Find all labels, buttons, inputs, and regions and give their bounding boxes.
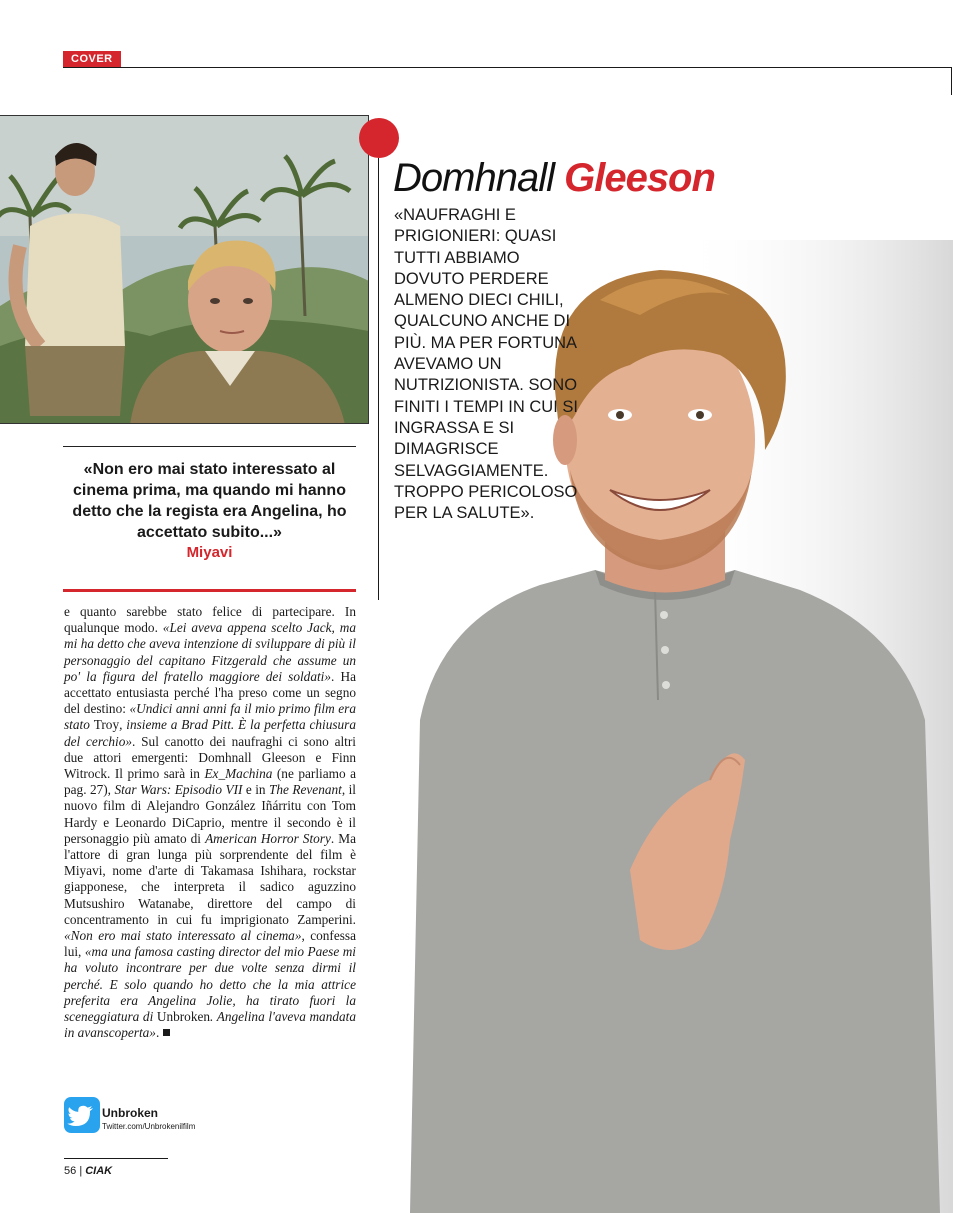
article-text-run: , il nuovo film di Alejandro González Iñárritu con Tom Hardy e Leonardo DiCaprio, mentre il secondo è il personaggio più amato di — [64, 782, 356, 846]
article-text-run: «Lei aveva appena scelto Jack, ma mi ha detto che aveva intenzione di sviluppare di più il personaggio del capitano Fitzgerald che assume un po' la figura del fratello maggiore dei soldati» — [64, 620, 356, 684]
article-text-run: American Horror Story — [205, 830, 331, 846]
sidebar-quote: «NAUFRAGHI E PRIGIONIERI: QUASI TUTTI ABBIAMO DOVUTO PERDERE ALMENO DIECI CHILI, QUALCUNO ANCHE DI PIÙ. MA PER FORTUNA AVEVAMO UN NUTRIZIONISTA. SONO FINITI I TEMPI IN CUI SI INGRASSA E SI DIMAGRISCE SELVAGGIAMENTE. TROPPO PERICOLOSO PER LA SALUTE». — [394, 206, 578, 523]
section-label: COVER — [63, 51, 121, 67]
title-last-name: Gleeson — [564, 156, 715, 200]
accent-dot — [359, 118, 399, 158]
article-text-run: (ne parliamo a pag. 27), — [64, 766, 356, 798]
article-text-run: . Angelina l'aveva mandata in avanscoperta» — [64, 1009, 356, 1041]
end-of-article-mark — [163, 1029, 170, 1036]
twitter-url[interactable]: Twitter.com/Unbrokenilfilm — [102, 1122, 196, 1131]
article-body — [64, 604, 356, 1041]
article-text-run: . — [155, 1025, 160, 1041]
article-text-run: «Non ero mai stato interessato al cinema» — [64, 928, 302, 944]
article-text-run: «Undici anni anni fa il mio primo film era stato — [64, 701, 356, 733]
article-text-run: Troy — [93, 717, 120, 733]
header-rule — [63, 67, 952, 68]
pull-quote-author: Miyavi — [186, 544, 233, 561]
article-text-run: , confessa lui, — [64, 928, 356, 960]
pull-quote — [63, 446, 356, 592]
magazine-brand: CIAK — [85, 1165, 113, 1177]
article-text-run: Unbroken — [156, 1009, 211, 1025]
film-still-photo — [0, 115, 369, 424]
article-text-run: «ma una famosa casting director del mio Paese mi ha voluto incontrare per due volte senza dirmi il perché. E solo quando ho detto che la mia attrice preferita era Angelina Jolie, ha tirato fuori la sceneggiatura di — [64, 944, 356, 1025]
page-folio — [64, 1165, 112, 1177]
twitter-bird-icon — [64, 1097, 100, 1133]
article-paragraph — [64, 604, 356, 1041]
sidebar-rule — [378, 158, 379, 600]
title-first-name: Domhnall — [393, 156, 554, 200]
page-number: 56 — [64, 1165, 77, 1177]
folio-rule — [64, 1158, 168, 1159]
article-text-run: Star Wars: Episodio VII — [114, 782, 243, 798]
article-text-run: . Ha accettato entusiasta perché l'ha preso come un segno del destino: — [64, 668, 356, 717]
folio-separator: | — [79, 1165, 83, 1177]
header-rule-vertical — [951, 67, 952, 95]
article-text-run: . Ma l'attore di gran lunga più sorprendente del film è Miyavi, nome d'arte di Takamasa Ishihara, rockstar giapponese, che interpreta il sadico aguzzino Mutsushiro Watanabe, direttore del campo di concentramento in cui fu imprigionato Zamperini. — [64, 830, 357, 927]
article-text-run: , insieme a Brad Pitt. È la perfetta chiusura del cerchio» — [64, 717, 357, 749]
interview-title — [393, 154, 715, 202]
pull-quote-text: «Non ero mai stato interessato al cinema prima, ma quando mi hanno detto che la regista era Angelina, ho accettato subito...» — [72, 461, 347, 541]
article-text-run: e in — [242, 782, 269, 798]
article-text-run: The Revenant — [268, 782, 342, 798]
article-text-run: Ex_Machina — [204, 766, 273, 782]
article-text-run: . Sul canotto dei naufraghi ci sono altri due attori emergenti: Domhnall Gleeson e Finn Witrock. Il primo sarà in — [64, 733, 356, 782]
article-text-run: e quanto sarebbe stato felice di partecipare. In qualunque modo. — [64, 604, 356, 636]
article-text — [64, 604, 356, 1040]
twitter-account-name: Unbroken — [102, 1106, 159, 1120]
